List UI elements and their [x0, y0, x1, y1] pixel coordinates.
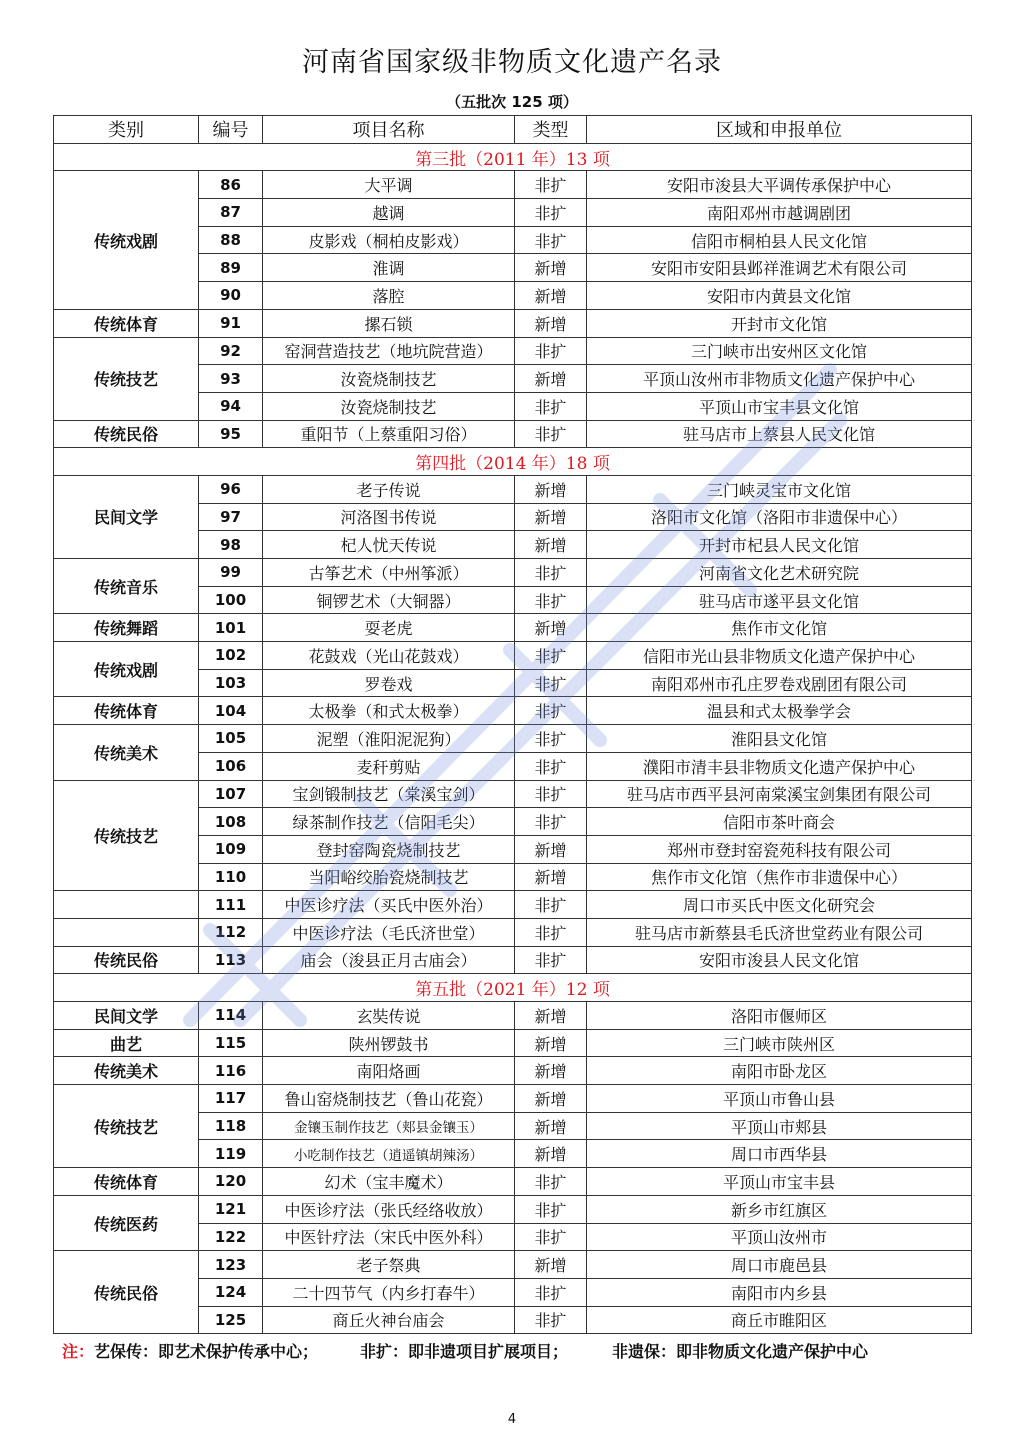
- item-number-cell: 118: [199, 1112, 263, 1140]
- item-number-cell: 92: [199, 337, 263, 365]
- category-cell: 民间文学: [54, 1002, 199, 1030]
- table-row: [54, 559, 972, 587]
- unit-cell: 开封市杞县人民文化馆: [587, 531, 972, 559]
- project-name-cell: 摞石锁: [263, 309, 515, 337]
- table-row: [54, 1195, 972, 1223]
- item-number-cell: 106: [199, 752, 263, 780]
- item-number-cell: 117: [199, 1085, 263, 1113]
- type-cell: 非扩: [515, 337, 587, 365]
- project-name-cell: 幻术（宝丰魔术）: [263, 1168, 515, 1196]
- item-number-cell: 109: [199, 835, 263, 863]
- unit-cell: 平顶山汝州市: [587, 1223, 972, 1251]
- item-number-cell: 97: [199, 503, 263, 531]
- item-number-cell: 115: [199, 1029, 263, 1057]
- unit-cell: 洛阳市偃师区: [587, 1002, 972, 1030]
- table-row: [54, 891, 972, 919]
- batch-label: 第三批（2011 年）13 项: [54, 143, 972, 171]
- table-row: [54, 1002, 972, 1030]
- item-number-cell: 98: [199, 531, 263, 559]
- project-name-cell: 玄奘传说: [263, 1002, 515, 1030]
- item-number-cell: 116: [199, 1057, 263, 1085]
- category-cell: 曲艺: [54, 1029, 199, 1057]
- batch-header-row: [54, 974, 972, 1002]
- footnote-item-2: 非扩：即非遗项目扩展项目；: [360, 1342, 569, 1361]
- unit-cell: 开封市文化馆: [587, 309, 972, 337]
- category-cell: 传统体育: [54, 697, 199, 725]
- unit-cell: 三门峡灵宝市文化馆: [587, 475, 972, 503]
- type-cell: 新增: [515, 503, 587, 531]
- category-cell: 传统民俗: [54, 946, 199, 974]
- unit-cell: 平顶山汝州市非物质文化遗产保护中心: [587, 365, 972, 393]
- category-cell: 传统民俗: [54, 420, 199, 448]
- unit-cell: 焦作市文化馆: [587, 614, 972, 642]
- column-header-unit: 区域和申报单位: [587, 116, 972, 144]
- category-cell: 传统技艺: [54, 780, 199, 891]
- item-number-cell: 91: [199, 309, 263, 337]
- column-header-project-name: 项目名称: [263, 116, 515, 144]
- unit-cell: 周口市鹿邑县: [587, 1251, 972, 1279]
- item-number-cell: 88: [199, 226, 263, 254]
- item-number-cell: 112: [199, 918, 263, 946]
- item-number-cell: 113: [199, 946, 263, 974]
- unit-cell: 河南省文化艺术研究院: [587, 559, 972, 587]
- project-name-cell: 古筝艺术（中州筝派）: [263, 559, 515, 587]
- type-cell: 新增: [515, 835, 587, 863]
- type-cell: 非扩: [515, 171, 587, 199]
- category-cell: 传统民俗: [54, 1251, 199, 1334]
- item-number-cell: 105: [199, 725, 263, 753]
- project-name-cell: 小吃制作技艺（逍遥镇胡辣汤）: [263, 1140, 515, 1168]
- item-number-cell: 103: [199, 669, 263, 697]
- table-row: [54, 1085, 972, 1113]
- project-name-cell: 太极拳（和式太极拳）: [263, 697, 515, 725]
- category-cell: 传统舞蹈: [54, 614, 199, 642]
- unit-cell: 信阳市茶叶商会: [587, 808, 972, 836]
- type-cell: 非扩: [515, 199, 587, 227]
- unit-cell: 平顶山市鲁山县: [587, 1085, 972, 1113]
- project-name-cell: 当阳峪绞胎瓷烧制技艺: [263, 863, 515, 891]
- type-cell: 非扩: [515, 1306, 587, 1334]
- table-row: [54, 697, 972, 725]
- category-cell: 传统技艺: [54, 1085, 199, 1168]
- project-name-cell: 落腔: [263, 282, 515, 310]
- table-row: [54, 780, 972, 808]
- unit-cell: 驻马店市新蔡县毛氏济世堂药业有限公司: [587, 918, 972, 946]
- unit-cell: 郑州市登封窑瓷苑科技有限公司: [587, 835, 972, 863]
- project-name-cell: 金镶玉制作技艺（郏县金镶玉）: [263, 1112, 515, 1140]
- category-cell: 传统医药: [54, 1195, 199, 1250]
- table-row: [54, 725, 972, 753]
- page-subtitle: （五批次 125 项）: [446, 93, 578, 111]
- project-name-cell: 宝剑锻制技艺（棠溪宝剑）: [263, 780, 515, 808]
- type-cell: 新增: [515, 1251, 587, 1279]
- project-name-cell: 耍老虎: [263, 614, 515, 642]
- table-row: [54, 309, 972, 337]
- project-name-cell: 庙会（浚县正月古庙会）: [263, 946, 515, 974]
- unit-cell: 平顶山市宝丰县: [587, 1168, 972, 1196]
- table-row: [54, 614, 972, 642]
- column-header-type: 类型: [515, 116, 587, 144]
- project-name-cell: 老子祭典: [263, 1251, 515, 1279]
- item-number-cell: 121: [199, 1195, 263, 1223]
- project-name-cell: 大平调: [263, 171, 515, 199]
- unit-cell: 信阳市光山县非物质文化遗产保护中心: [587, 642, 972, 670]
- column-header-category: 类别: [54, 116, 199, 144]
- unit-cell: 平顶山市宝丰县文化馆: [587, 392, 972, 420]
- type-cell: 非扩: [515, 669, 587, 697]
- project-name-cell: 窑洞营造技艺（地坑院营造）: [263, 337, 515, 365]
- category-cell: 传统戏剧: [54, 171, 199, 309]
- type-cell: 新增: [515, 614, 587, 642]
- category-cell: 传统美术: [54, 1057, 199, 1085]
- item-number-cell: 122: [199, 1223, 263, 1251]
- unit-cell: 温县和式太极拳学会: [587, 697, 972, 725]
- table-row: [54, 918, 972, 946]
- unit-cell: 安阳市浚县大平调传承保护中心: [587, 171, 972, 199]
- table-row: [54, 420, 972, 448]
- item-number-cell: 101: [199, 614, 263, 642]
- footnote-item-3: 非遗保：即非物质文化遗产保护中心: [612, 1342, 869, 1361]
- table-row: [54, 475, 972, 503]
- type-cell: 新增: [515, 309, 587, 337]
- table-row: [54, 337, 972, 365]
- unit-cell: 安阳市浚县人民文化馆: [587, 946, 972, 974]
- type-cell: 新增: [515, 475, 587, 503]
- table-row: [54, 642, 972, 670]
- project-name-cell: 老子传说: [263, 475, 515, 503]
- category-cell: 传统美术: [54, 725, 199, 780]
- type-cell: 非扩: [515, 1278, 587, 1306]
- project-name-cell: 泥塑（淮阳泥泥狗）: [263, 725, 515, 753]
- unit-cell: 三门峡市陕州区: [587, 1029, 972, 1057]
- type-cell: 非扩: [515, 725, 587, 753]
- type-cell: 新增: [515, 1002, 587, 1030]
- batch-header-row: [54, 448, 972, 476]
- type-cell: 非扩: [515, 586, 587, 614]
- project-name-cell: 铜锣艺术（大铜器）: [263, 586, 515, 614]
- project-name-cell: 淮调: [263, 254, 515, 282]
- footnote: [62, 1339, 962, 1362]
- type-cell: 非扩: [515, 697, 587, 725]
- project-name-cell: 麦秆剪贴: [263, 752, 515, 780]
- item-number-cell: 123: [199, 1251, 263, 1279]
- unit-cell: 南阳市内乡县: [587, 1278, 972, 1306]
- project-name-cell: 鲁山窑烧制技艺（鲁山花瓷）: [263, 1085, 515, 1113]
- project-name-cell: 汝瓷烧制技艺: [263, 365, 515, 393]
- type-cell: 新增: [515, 1029, 587, 1057]
- type-cell: 非扩: [515, 752, 587, 780]
- item-number-cell: 119: [199, 1140, 263, 1168]
- project-name-cell: 中医诊疗法（张氏经络收放）: [263, 1195, 515, 1223]
- item-number-cell: 107: [199, 780, 263, 808]
- unit-cell: 周口市买氏中医文化研究会: [587, 891, 972, 919]
- unit-cell: 三门峡市出安州区文化馆: [587, 337, 972, 365]
- unit-cell: 新乡市红旗区: [587, 1195, 972, 1223]
- item-number-cell: 108: [199, 808, 263, 836]
- item-number-cell: 124: [199, 1278, 263, 1306]
- category-cell: 民间文学: [54, 475, 199, 558]
- type-cell: 非扩: [515, 420, 587, 448]
- unit-cell: 淮阳县文化馆: [587, 725, 972, 753]
- heritage-table: [53, 115, 972, 1334]
- item-number-cell: 90: [199, 282, 263, 310]
- item-number-cell: 87: [199, 199, 263, 227]
- table-row: [54, 171, 972, 199]
- type-cell: 非扩: [515, 1168, 587, 1196]
- item-number-cell: 95: [199, 420, 263, 448]
- item-number-cell: 102: [199, 642, 263, 670]
- item-number-cell: 111: [199, 891, 263, 919]
- type-cell: 非扩: [515, 559, 587, 587]
- unit-cell: 焦作市文化馆（焦作市非遗保中心）: [587, 863, 972, 891]
- unit-cell: 南阳邓州市孔庄罗卷戏剧团有限公司: [587, 669, 972, 697]
- item-number-cell: 99: [199, 559, 263, 587]
- batch-header-row: [54, 143, 972, 171]
- category-cell: 传统技艺: [54, 337, 199, 420]
- item-number-cell: 100: [199, 586, 263, 614]
- item-number-cell: 89: [199, 254, 263, 282]
- table-row: [54, 1029, 972, 1057]
- item-number-cell: 104: [199, 697, 263, 725]
- project-name-cell: 中医针疗法（宋氏中医外科）: [263, 1223, 515, 1251]
- footnote-label: 注：: [62, 1342, 95, 1361]
- table-row: [54, 1168, 972, 1196]
- project-name-cell: 花鼓戏（光山花鼓戏）: [263, 642, 515, 670]
- type-cell: 非扩: [515, 946, 587, 974]
- table-header-row: [54, 116, 972, 144]
- project-name-cell: 越调: [263, 199, 515, 227]
- category-cell: [54, 891, 199, 919]
- table-row: [54, 1057, 972, 1085]
- type-cell: 新增: [515, 1085, 587, 1113]
- batch-label: 第五批（2021 年）12 项: [54, 974, 972, 1002]
- unit-cell: 安阳市安阳县邺祥淮调艺术有限公司: [587, 254, 972, 282]
- type-cell: 非扩: [515, 392, 587, 420]
- type-cell: 非扩: [515, 918, 587, 946]
- type-cell: 新增: [515, 863, 587, 891]
- project-name-cell: 绿茶制作技艺（信阳毛尖）: [263, 808, 515, 836]
- type-cell: 新增: [515, 1112, 587, 1140]
- project-name-cell: 南阳烙画: [263, 1057, 515, 1085]
- project-name-cell: 皮影戏（桐柏皮影戏）: [263, 226, 515, 254]
- type-cell: 非扩: [515, 808, 587, 836]
- type-cell: 新增: [515, 1057, 587, 1085]
- unit-cell: 濮阳市清丰县非物质文化遗产保护中心: [587, 752, 972, 780]
- item-number-cell: 125: [199, 1306, 263, 1334]
- type-cell: 非扩: [515, 891, 587, 919]
- project-name-cell: 罗卷戏: [263, 669, 515, 697]
- page-title: 河南省国家级非物质文化遗产名录: [302, 47, 722, 78]
- project-name-cell: 二十四节气（内乡打春牛）: [263, 1278, 515, 1306]
- project-name-cell: 重阳节（上蔡重阳习俗）: [263, 420, 515, 448]
- unit-cell: 平顶山市郏县: [587, 1112, 972, 1140]
- table-row: [54, 946, 972, 974]
- project-name-cell: 商丘火神台庙会: [263, 1306, 515, 1334]
- type-cell: 新增: [515, 1140, 587, 1168]
- project-name-cell: 中医诊疗法（买氏中医外治）: [263, 891, 515, 919]
- type-cell: 非扩: [515, 1223, 587, 1251]
- page-number: 4: [507, 1412, 517, 1427]
- unit-cell: 安阳市内黄县文化馆: [587, 282, 972, 310]
- project-name-cell: 河洛图书传说: [263, 503, 515, 531]
- item-number-cell: 110: [199, 863, 263, 891]
- project-name-cell: 登封窑陶瓷烧制技艺: [263, 835, 515, 863]
- unit-cell: 驻马店市遂平县文化馆: [587, 586, 972, 614]
- item-number-cell: 94: [199, 392, 263, 420]
- unit-cell: 洛阳市文化馆（洛阳市非遗保中心）: [587, 503, 972, 531]
- batch-label: 第四批（2014 年）18 项: [54, 448, 972, 476]
- category-cell: 传统音乐: [54, 559, 199, 614]
- unit-cell: 南阳邓州市越调剧团: [587, 199, 972, 227]
- unit-cell: 周口市西华县: [587, 1140, 972, 1168]
- type-cell: 新增: [515, 531, 587, 559]
- category-cell: [54, 918, 199, 946]
- category-cell: 传统体育: [54, 309, 199, 337]
- project-name-cell: 汝瓷烧制技艺: [263, 392, 515, 420]
- type-cell: 新增: [515, 365, 587, 393]
- table-row: [54, 1251, 972, 1279]
- type-cell: 非扩: [515, 1195, 587, 1223]
- unit-cell: 驻马店市西平县河南棠溪宝剑集团有限公司: [587, 780, 972, 808]
- type-cell: 新增: [515, 282, 587, 310]
- item-number-cell: 93: [199, 365, 263, 393]
- type-cell: 新增: [515, 254, 587, 282]
- unit-cell: 驻马店市上蔡县人民文化馆: [587, 420, 972, 448]
- type-cell: 非扩: [515, 642, 587, 670]
- item-number-cell: 96: [199, 475, 263, 503]
- footnote-item-1: 艺保传：即艺术保护传承中心；: [94, 1342, 319, 1361]
- project-name-cell: 中医诊疗法（毛氏济世堂）: [263, 918, 515, 946]
- item-number-cell: 86: [199, 171, 263, 199]
- type-cell: 非扩: [515, 780, 587, 808]
- project-name-cell: 陕州锣鼓书: [263, 1029, 515, 1057]
- unit-cell: 信阳市桐柏县人民文化馆: [587, 226, 972, 254]
- category-cell: 传统体育: [54, 1168, 199, 1196]
- project-name-cell: 杞人忧天传说: [263, 531, 515, 559]
- unit-cell: 南阳市卧龙区: [587, 1057, 972, 1085]
- category-cell: 传统戏剧: [54, 642, 199, 697]
- column-header-number: 编号: [199, 116, 263, 144]
- table-body: [54, 143, 972, 1334]
- item-number-cell: 114: [199, 1002, 263, 1030]
- item-number-cell: 120: [199, 1168, 263, 1196]
- type-cell: 非扩: [515, 226, 587, 254]
- unit-cell: 商丘市睢阳区: [587, 1306, 972, 1334]
